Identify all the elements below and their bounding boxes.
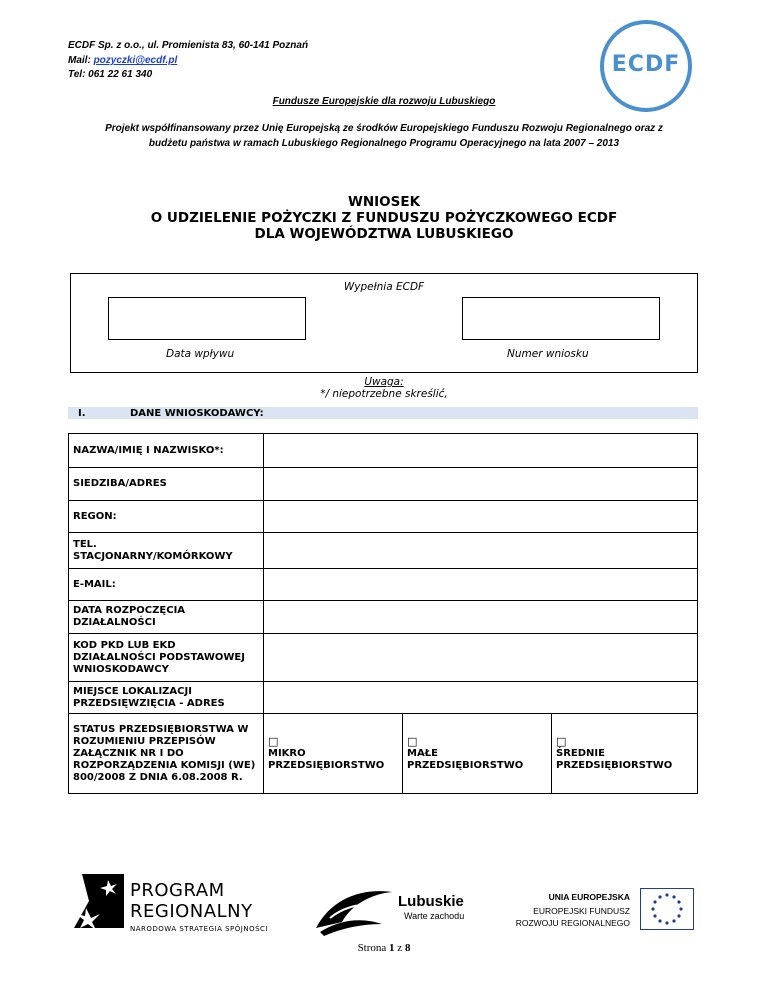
project-line-1: Projekt współfinansowany przez Unię Europejską ze środków Europejskiego Funduszu Rozwoju Regionalnego oraz z [105,123,663,134]
ecdf-logo-text: ECDF [611,52,681,77]
row-label: DATA ROZPOCZĘCIA DZIAŁALNOŚCI [69,601,264,634]
receipt-date-field[interactable] [108,297,306,340]
program-regionalny-emblem-icon [74,872,126,930]
current-page: 1 [389,942,395,954]
mail-label: Mail: [68,55,94,66]
regon-field[interactable] [264,501,698,533]
program-line-3: NARODOWA STRATEGIA SPÓJNOŚCI [130,925,268,933]
table-row [69,501,698,533]
eu-line-3: ROZWOJU REGIONALNEGO [515,918,630,928]
option-label: MAŁE PRZEDSIĘBIORSTWO [407,747,524,771]
lubuskie-slogan: Warte zachodu [404,911,465,921]
title-line-1: WNIOSEK [347,194,421,210]
page-separator: z [394,942,405,954]
eu-flag-icon [640,888,694,930]
table-row [69,682,698,714]
checkbox-icon[interactable]: □ [556,734,567,748]
title-line-2: O UDZIELENIE POŻYCZKI Z FUNDUSZU POŻYCZKOWEGO ECDF [150,210,618,226]
status-row [69,714,698,794]
table-row [69,533,698,569]
option-label: ŚREDNIE PRZEDSIĘBIORSTWO [556,747,673,771]
row-label: NAZWA/IMIĘ I NAZWISKO*: [69,434,264,468]
phone-field[interactable] [264,533,698,569]
table-row [69,468,698,501]
status-option-small[interactable] [403,714,552,794]
application-number-label: Numer wniosku [507,348,589,360]
fund-line: Fundusze Europejskie dla rozwoju Lubuskiego [272,96,496,107]
application-number-field[interactable] [462,297,660,340]
page-number [0,942,768,954]
row-label: SIEDZIBA/ADRES [69,468,264,501]
note-heading: Uwaga: [364,376,404,388]
page-prefix: Strona [357,942,390,954]
table-row [69,569,698,601]
receipt-date-label: Data wpływu [166,348,235,360]
total-pages: 8 [404,942,411,954]
name-field[interactable] [264,434,698,468]
status-label: STATUS PRZEDSIĘBIORSTWA W ROZUMIENIU PRZEPISÓW ZAŁĄCZNIK NR I DO ROZPORZĄDZENIA KOMISJI (WE) 800/2008 Z DNIA 6.08.2008 R. [69,714,264,794]
program-line-2: REGIONALNY [130,901,253,922]
mail-line [68,55,177,66]
mail-link[interactable]: pozyczki@ecdf.pl [93,55,178,66]
title-line-3: DLA WOJEWÓDZTWA LUBUSKIEGO [254,226,514,242]
section-title: DANE WNIOSKODAWCY: [130,408,264,419]
checkbox-icon[interactable]: □ [268,734,279,748]
section-number: I. [78,408,86,419]
status-option-medium[interactable] [552,714,698,794]
company-address: ECDF Sp. z o.o., ul. Promienista 83, 60-141 Poznań [68,40,309,51]
table-row [69,434,698,468]
note-text: */ niepotrzebne skreślić, [320,388,448,400]
lubuskie-logo-icon [312,888,396,938]
status-option-micro[interactable] [264,714,403,794]
row-label: MIEJSCE LOKALIZACJI PRZEDSIĘWZIĘCIA - ADRES [69,682,264,714]
row-label: TEL. STACJONARNY/KOMÓRKOWY [69,533,264,569]
table-row [69,601,698,634]
project-line-2: budżetu państwa w ramach Lubuskiego Regionalnego Programu Operacyjnego na lata 2007 – 2013 [148,138,620,149]
eu-line-1: UNIA EUROPEJSKA [548,892,630,902]
applicant-data-table [68,433,698,794]
row-label: KOD PKD LUB EKD DZIAŁALNOŚCI PODSTAWOWEJ WNIOSKODAWCY [69,634,264,682]
ecdf-box-caption: Wypełnia ECDF [343,281,425,293]
start-date-field[interactable] [264,601,698,634]
program-line-1: PROGRAM [130,880,225,901]
row-label: REGON: [69,501,264,533]
row-label: E-MAIL: [69,569,264,601]
address-field[interactable] [264,468,698,501]
table-row [69,634,698,682]
eu-line-2: EUROPEJSKI FUNDUSZ [533,906,630,916]
lubuskie-name: Lubuskie [398,893,464,910]
location-field[interactable] [264,682,698,714]
checkbox-icon[interactable]: □ [407,734,418,748]
email-field[interactable] [264,569,698,601]
option-label: MIKRO PRZEDSIĘBIORSTWO [268,747,385,771]
pkd-code-field[interactable] [264,634,698,682]
tel-line: Tel: 061 22 61 340 [68,69,153,80]
